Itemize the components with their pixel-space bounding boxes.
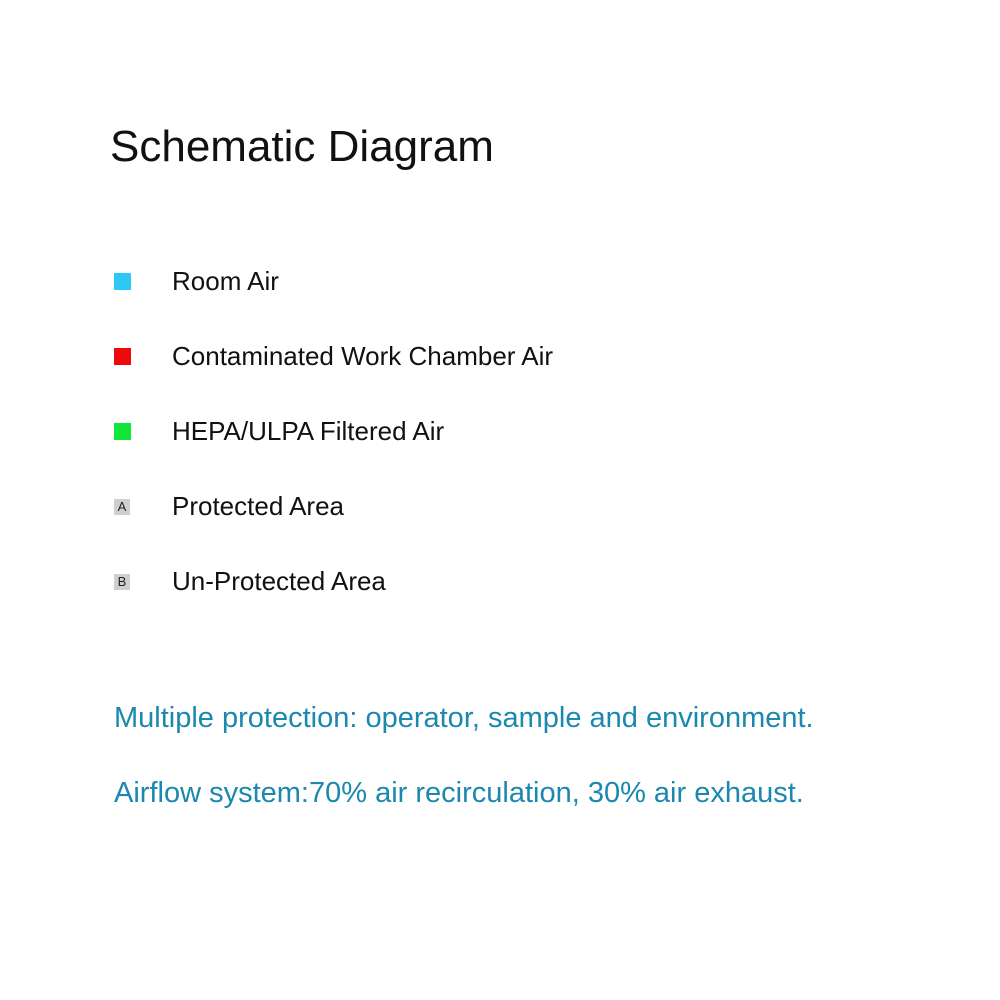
legend [114, 262, 814, 637]
legend-label: Un-Protected Area [172, 566, 386, 596]
legend-label: Protected Area [172, 491, 344, 521]
diagram-title: Schematic Diagram [110, 122, 494, 171]
legend-item-unprotected-area [114, 562, 814, 637]
protection-note: Multiple protection: operator, sample and environment. [114, 702, 814, 734]
legend-item-room-air [114, 262, 814, 337]
legend-label: Room Air [172, 266, 279, 296]
filtered-air-swatch [114, 423, 131, 440]
unprotected-area-marker: B [114, 574, 130, 590]
room-air-swatch [114, 273, 131, 290]
legend-label: HEPA/ULPA Filtered Air [172, 416, 445, 446]
airflow-note: Airflow system:70% air recirculation, 30% air exhaust. [114, 777, 804, 809]
legend-label: Contaminated Work Chamber Air [172, 341, 554, 371]
protected-area-marker: A [114, 499, 130, 515]
legend-item-filtered-air [114, 412, 814, 487]
legend-item-protected-area [114, 487, 814, 562]
legend-item-contaminated-air [114, 337, 814, 412]
contaminated-air-swatch [114, 348, 131, 365]
